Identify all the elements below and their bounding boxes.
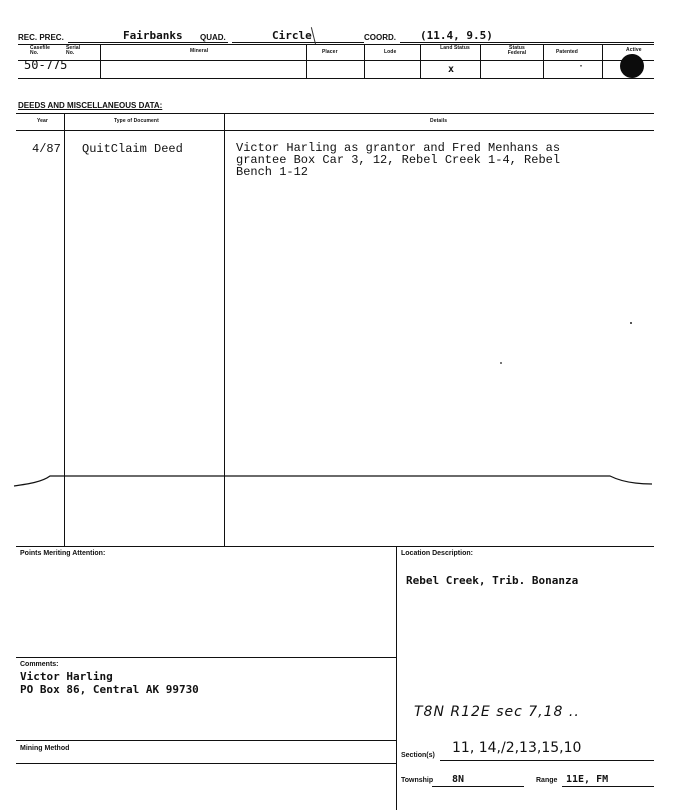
claims-top-border (18, 44, 654, 45)
range-value: 11E, FM (566, 774, 609, 785)
claims-divider-1 (100, 44, 101, 78)
township-value: 8N (452, 774, 465, 785)
claims-row-bottom (18, 78, 654, 79)
claims-divider-4 (420, 44, 421, 78)
land-status-mark: x (448, 64, 455, 75)
col-casefile-header: Casefile No. (30, 45, 50, 56)
claims-divider-6 (543, 44, 544, 78)
sections-value: 11, 14,/2,13,15,10 (452, 740, 582, 756)
col-patented-header: Patented (556, 49, 578, 55)
rec-prec-underline (68, 42, 228, 43)
township-underline (432, 786, 524, 787)
deed-year: 4/87 (32, 142, 61, 156)
col-land-status-header: Land Status (440, 45, 470, 51)
quad-label: QUAD. (200, 33, 226, 42)
col-lode-header: Lode (384, 49, 397, 55)
page-fold-line (0, 470, 678, 500)
handwritten-note: T8N R12E sec 7,18 .. (414, 704, 580, 720)
quad-underline (232, 42, 364, 43)
township-label: Township (401, 777, 434, 784)
deed-details-line-3: Bench 1-12 (236, 165, 309, 179)
claims-header-bottom (18, 60, 654, 61)
range-label: Range (536, 777, 558, 784)
col-active-header: Active (626, 47, 642, 53)
comments-top-border (16, 657, 397, 658)
col-status-federal-header: Status Federal (507, 45, 527, 56)
col-year-header: Year (37, 118, 48, 124)
comments-value (20, 670, 199, 696)
col-details-header: Details (430, 118, 448, 124)
deed-type: QuitClaim Deed (82, 142, 183, 156)
col-mineral-header: Mineral (190, 48, 209, 54)
location-description-value: Rebel Creek, Trib. Bonanza (406, 574, 579, 587)
claims-divider-2 (306, 44, 307, 78)
mining-method-underline (16, 763, 397, 764)
claims-divider-5 (480, 44, 481, 78)
comments-label: Comments: (20, 661, 59, 668)
speck (630, 322, 632, 324)
deed-details-line-2: grantee Box Car 3, 12, Rebel Creek 1-4, Rebel (236, 153, 561, 167)
casefile-value: 50-775 (24, 58, 68, 72)
deeds-header-bottom (16, 130, 654, 131)
coord-underline (400, 42, 654, 43)
quad-value: Circle (272, 29, 312, 42)
deeds-section-title: DEEDS AND MISCELLANEOUS DATA: (18, 101, 163, 110)
claims-divider-3 (364, 44, 365, 78)
location-description-label: Location Description: (401, 550, 473, 557)
col-serial-header: Serial No. (66, 45, 81, 56)
comments-line-1: Victor Harling (20, 670, 113, 683)
deeds-top-border (16, 113, 654, 114)
sections-underline (440, 760, 654, 761)
speck (500, 362, 502, 364)
mining-method-label: Mining Method (20, 745, 70, 752)
deed-details (236, 142, 560, 178)
comments-line-2: PO Box 86, Central AK 99730 (20, 683, 199, 696)
points-meriting-label: Points Meriting Attention: (20, 550, 106, 557)
deed-details-line-1: Victor Harling as grantor and Fred Menhans as (236, 141, 561, 155)
mining-method-top-border (16, 740, 397, 741)
rec-prec-label: REC. PREC. (18, 33, 64, 42)
active-stamp-dot (620, 54, 644, 78)
claims-divider-7 (602, 44, 603, 78)
bottom-top-border (16, 546, 654, 547)
sections-label: Section(s) (401, 752, 435, 759)
col-placer-header: Placer (322, 49, 338, 55)
patented-mark: · (578, 61, 585, 72)
coord-label: COORD. (364, 33, 396, 42)
coord-value: (11.4, 9.5) (420, 29, 493, 42)
col-type-header: Type of Document (114, 118, 159, 124)
range-underline (562, 786, 654, 787)
bottom-center-divider (396, 546, 397, 810)
rec-prec-value: Fairbanks (123, 29, 183, 42)
